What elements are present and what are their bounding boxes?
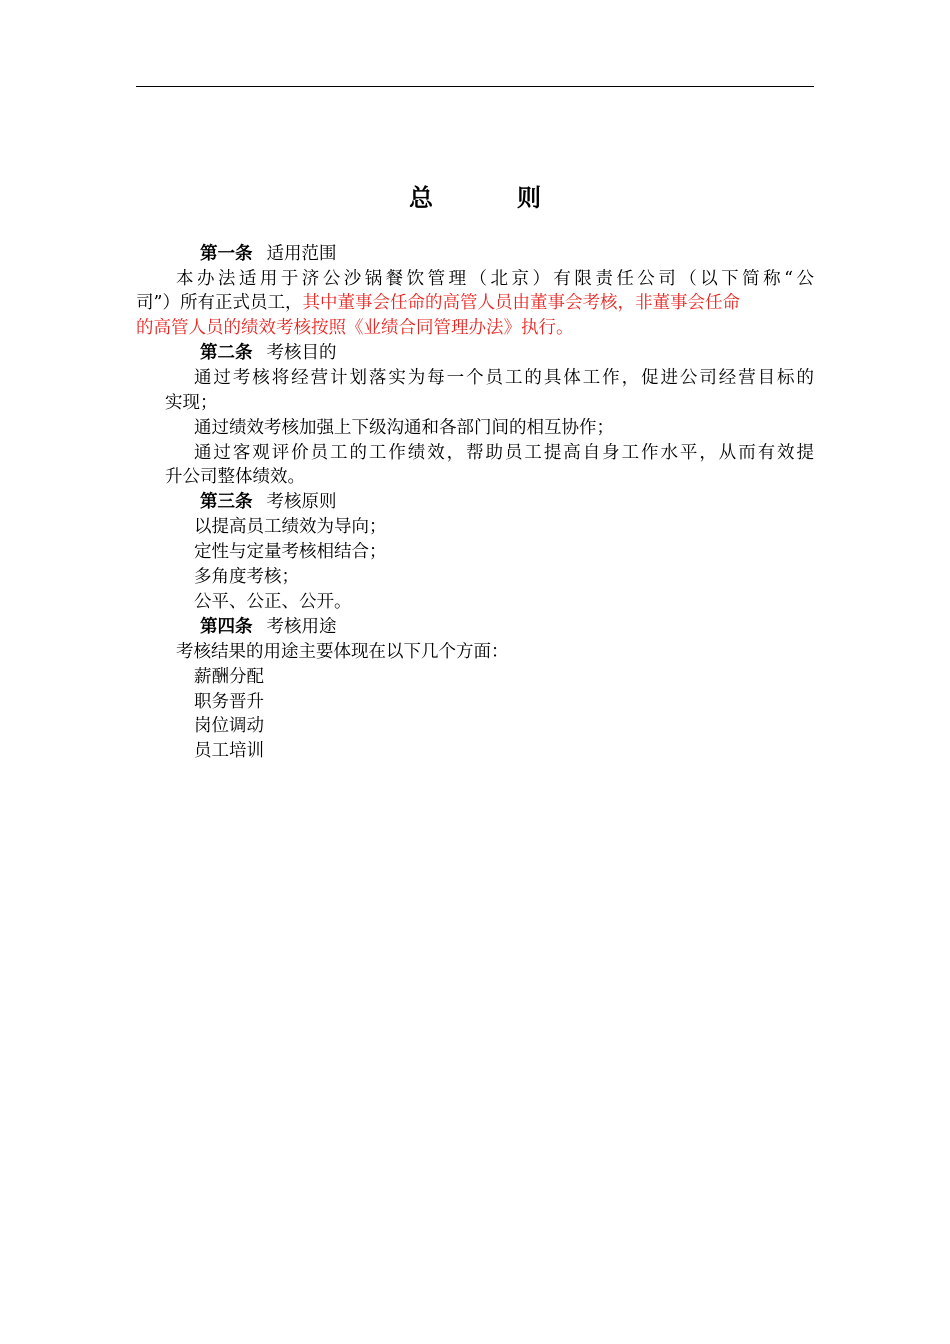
article-3-item: 多角度考核； xyxy=(194,567,299,587)
article-3-title: 考核原则 xyxy=(266,492,337,512)
article-4-item: 薪酬分配 xyxy=(194,667,264,687)
article-1-label: 第一条 xyxy=(200,244,253,264)
article-1-line-3-highlight: 的高管人员的绩效考核按照《业绩合同管理办法》执行。 xyxy=(136,318,574,338)
article-4-intro: 考核结果的用途主要体现在以下几个方面： xyxy=(176,642,509,662)
article-1-line-2-highlight: 其中董事会任命的高管人员由董事会考核，非董事会任命 xyxy=(302,293,740,313)
article-1-line-2-text: 司”）所有正式员工， xyxy=(136,293,303,313)
article-1-line-2 xyxy=(136,291,814,315)
article-2-para-1-line-1: 通过考核将经营计划落实为每一个员工的具体工作，促进公司经营目标的 xyxy=(194,368,814,388)
article-3-label: 第三条 xyxy=(200,492,253,512)
article-2-para-2: 通过绩效考核加强上下级沟通和各部门间的相互协作； xyxy=(194,418,614,438)
article-4-item: 员工培训 xyxy=(194,741,264,761)
article-2-label: 第二条 xyxy=(200,343,253,363)
article-2-para-3-line-1: 通过客观评价员工的工作绩效，帮助员工提高自身工作水平，从而有效提 xyxy=(194,443,814,463)
article-2-para-3-line-2: 升公司整体绩效。 xyxy=(165,467,305,487)
article-4-label: 第四条 xyxy=(200,617,253,637)
article-4-title: 考核用途 xyxy=(266,617,337,637)
article-2-para-1-line-2: 实现； xyxy=(165,393,218,413)
article-1-title: 适用范围 xyxy=(266,244,337,264)
article-4-item: 职务晋升 xyxy=(194,692,264,712)
article-4-item: 岗位调动 xyxy=(194,716,264,736)
article-3-item: 以提高员工绩效为导向； xyxy=(194,517,387,537)
article-1-heading xyxy=(200,242,337,266)
article-2-title: 考核目的 xyxy=(266,343,337,363)
article-3-item: 定性与定量考核相结合； xyxy=(194,542,387,562)
article-2-heading xyxy=(200,341,337,365)
article-1-line-1: 本办法适用于济公沙锅餐饮管理（北京）有限责任公司（以下简称“公 xyxy=(176,269,814,289)
header-rule xyxy=(136,86,814,87)
article-3-heading xyxy=(200,490,337,514)
article-4-heading xyxy=(200,615,337,639)
article-3-item: 公平、公正、公开。 xyxy=(194,592,352,612)
page-title: 总 则 xyxy=(409,184,571,212)
